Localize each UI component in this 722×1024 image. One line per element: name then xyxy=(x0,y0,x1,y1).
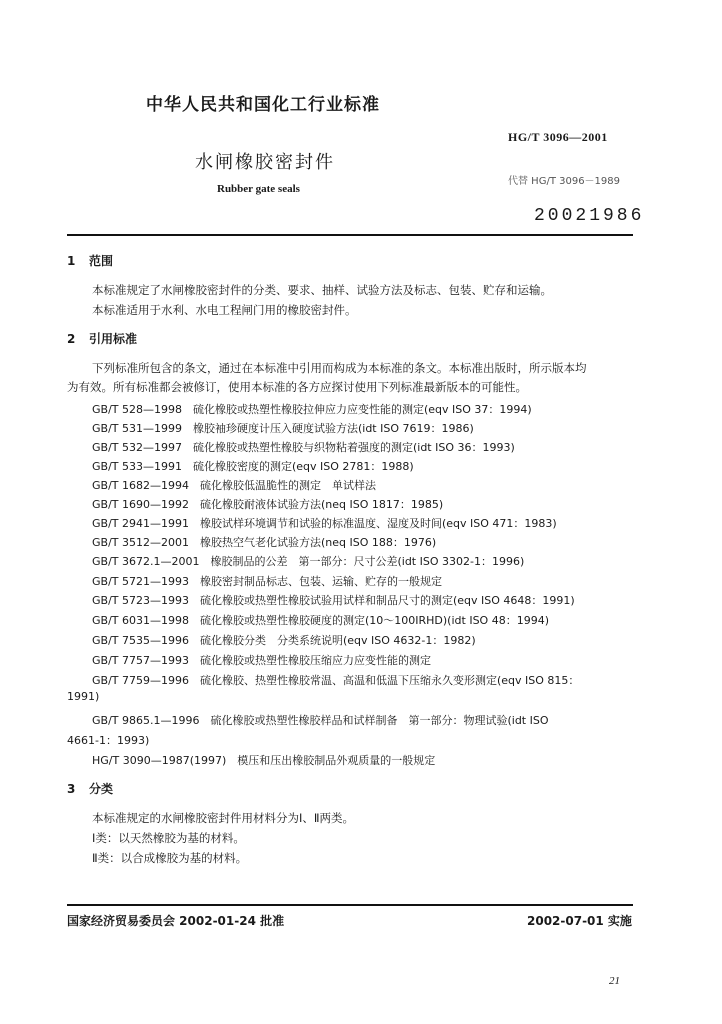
reference-item: GB/T 6031—1998 硫化橡胶或热塑性橡胶硬度的测定(10～100IRHD)(idt ISO 48：1994) xyxy=(92,614,549,627)
reference-item: GB/T 2941—1991 橡胶试样环境调节和试验的标准温度、湿度及时间(eqv ISO 471：1983) xyxy=(92,517,557,530)
paragraph-line: Ⅱ类：以合成橡胶为基的材料。 xyxy=(92,851,248,865)
reference-item: GB/T 1690—1992 硫化橡胶耐液体试验方法(neq ISO 1817：1985) xyxy=(92,498,444,511)
section-2-heading xyxy=(67,330,137,347)
paragraph-line: Ⅰ类：以天然橡胶为基的材料。 xyxy=(92,831,245,845)
paragraph-line: 下列标准所包含的条文，通过在本标准中引用而构成为本标准的条文。本标准出版时，所示版本均 xyxy=(92,361,587,375)
reference-item: GB/T 533—1991 硫化橡胶密度的测定(eqv ISO 2781：1988) xyxy=(92,460,414,473)
implementation-date: 2002-07-01 实施 xyxy=(527,914,632,928)
footer-divider xyxy=(67,904,633,906)
issuing-standard-title: 中华人民共和国化工行业标准 xyxy=(146,95,380,115)
section-3-heading xyxy=(67,780,113,797)
reference-item: GB/T 7759—1996 硫化橡胶、热塑性橡胶常温、高温和低温下压缩永久变形测定(eqv ISO 815： xyxy=(92,674,580,687)
section-number: 1 xyxy=(67,254,76,268)
paragraph-line: 为有效。所有标准都会被修订，使用本标准的各方应探讨使用下列标准最新版本的可能性。 xyxy=(67,380,527,394)
approval-line: 国家经济贸易委员会 2002-01-24 批准 xyxy=(67,914,285,928)
header-divider xyxy=(67,234,633,236)
document-title-cn: 水闸橡胶密封件 xyxy=(195,152,335,173)
standard-number: HG/T 3096—2001 xyxy=(508,130,608,144)
section-number: 3 xyxy=(67,782,76,796)
paragraph-line: 本标准规定的水闸橡胶密封件用材料分为Ⅰ、Ⅱ两类。 xyxy=(92,811,355,825)
reference-item: GB/T 1682—1994 硫化橡胶低温脆性的测定 单试样法 xyxy=(92,479,376,492)
reference-item-continuation: 1991) xyxy=(67,690,100,703)
section-number: 2 xyxy=(67,332,76,346)
section-1-heading xyxy=(67,252,113,269)
reference-item: GB/T 531—1999 橡胶袖珍硬度计压入硬度试验方法(idt ISO 7619：1986) xyxy=(92,422,474,435)
section-title: 分类 xyxy=(89,782,114,796)
paragraph-line: 本标准适用于水利、水电工程闸门用的橡胶密封件。 xyxy=(92,303,357,317)
section-title: 范围 xyxy=(89,254,114,268)
document-title-en: Rubber gate seals xyxy=(217,183,300,195)
reference-item: GB/T 528—1998 硫化橡胶或热塑性橡胶拉伸应力应变性能的测定(eqv ISO 37：1994) xyxy=(92,403,532,416)
reference-item: GB/T 532—1997 硫化橡胶或热塑性橡胶与织物粘着强度的测定(idt ISO 36：1993) xyxy=(92,441,515,454)
reference-item: GB/T 3512—2001 橡胶热空气老化试验方法(neq ISO 188：1976) xyxy=(92,536,437,549)
stamp-number: 20021986 xyxy=(534,206,645,226)
section-title: 引用标准 xyxy=(89,332,138,346)
reference-item-continuation: 4661-1：1993) xyxy=(67,734,150,747)
reference-item: HG/T 3090—1987(1997) 模压和压出橡胶制品外观质量的一般规定 xyxy=(92,754,436,767)
reference-item: GB/T 5721—1993 橡胶密封制品标志、包装、运输、贮存的一般规定 xyxy=(92,575,442,588)
reference-item: GB/T 3672.1—2001 橡胶制品的公差 第一部分：尺寸公差(idt ISO 3302-1：1996) xyxy=(92,555,525,568)
reference-item: GB/T 9865.1—1996 硫化橡胶或热塑性橡胶样品和试样制备 第一部分：物理试验(idt ISO xyxy=(92,714,549,727)
replaces-note: 代替 HG/T 3096－1989 xyxy=(508,176,621,187)
paragraph-line: 本标准规定了水闸橡胶密封件的分类、要求、抽样、试验方法及标志、包装、贮存和运输。 xyxy=(92,283,552,297)
reference-item: GB/T 7535—1996 硫化橡胶分类 分类系统说明(eqv ISO 4632-1：1982) xyxy=(92,634,476,647)
reference-item: GB/T 7757—1993 硫化橡胶或热塑性橡胶压缩应力应变性能的测定 xyxy=(92,654,431,667)
page-number: 21 xyxy=(609,975,620,987)
reference-item: GB/T 5723—1993 硫化橡胶或热塑性橡胶试验用试样和制品尺寸的测定(eqv ISO 4648：1991) xyxy=(92,594,575,607)
